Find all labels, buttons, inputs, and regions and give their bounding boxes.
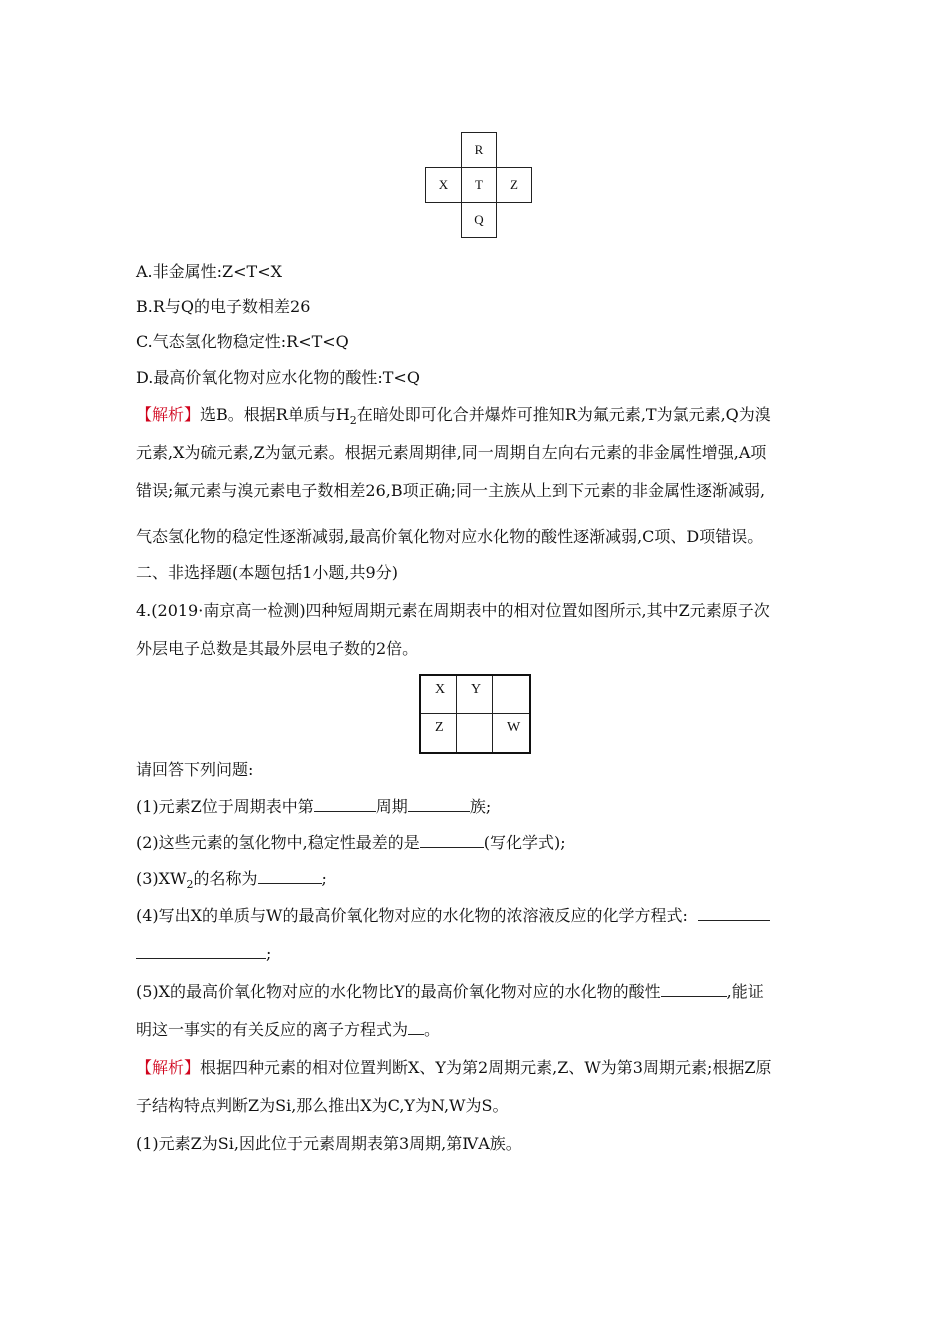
text: (3)XW	[136, 869, 187, 888]
analysis-tag: 【解析】	[136, 405, 201, 424]
option-a: A.非金属性:Z<T<X	[136, 262, 283, 281]
question-4-cont	[136, 944, 271, 964]
analysis-tag: 【解析】	[136, 1058, 201, 1077]
grid-cell: Z	[421, 714, 457, 752]
cell-center: T	[461, 167, 497, 203]
question4-line2: 外层电子总数是其最外层电子数的2倍。	[136, 639, 419, 658]
element-grid	[419, 674, 531, 754]
answer-blank	[136, 944, 266, 959]
analysis1-line2: 元素,X为硫元素,Z为氩元素。根据元素周期律,同一周期自左向右元素的非金属性增强,A项	[136, 443, 767, 462]
text: ;	[266, 944, 272, 963]
grid-cell: Y	[457, 676, 493, 714]
subscript: 2	[186, 878, 194, 892]
question4-line1: 4.(2019·南京高一检测)四种短周期元素在周期表中的相对位置如图所示,其中Z元素原子次	[136, 601, 770, 620]
grid-cell: X	[421, 676, 457, 714]
text: ,能证	[726, 982, 764, 1001]
question-1	[136, 797, 491, 817]
answer-blank	[420, 833, 484, 848]
grid-cell: W	[507, 720, 521, 735]
text: (5)X的最高价氧化物对应的水化物比Y的最高价氧化物对应的水化物的酸性	[136, 982, 661, 1001]
analysis1-line3: 错误;氟元素与溴元素电子数相差26,B项正确;同一主族从上到下元素的非金属性逐渐减弱,	[136, 481, 766, 500]
analysis2-line3: (1)元素Z为Si,因此位于元素周期表第3周期,第ⅣA族。	[136, 1134, 522, 1153]
question-2	[136, 833, 566, 853]
text: 在暗处即可化合并爆炸可推知R为氟元素,T为氯元素,Q为溴	[356, 405, 771, 424]
answer-blank	[408, 797, 470, 812]
answer-blank	[408, 1020, 424, 1035]
answer-blank	[258, 869, 322, 884]
cell-bottom: Q	[461, 202, 497, 238]
cell-right: Z	[496, 167, 532, 203]
grid-cell	[493, 676, 529, 714]
cell-top: R	[461, 132, 497, 168]
text: 根据四种元素的相对位置判断X、Y为第2周期元素,Z、W为第3周期元素;根据Z原	[200, 1058, 772, 1077]
option-d: D.最高价氧化物对应水化物的酸性:T<Q	[136, 368, 420, 387]
analysis1-line1	[136, 405, 771, 431]
text: (2)这些元素的氢化物中,稳定性最差的是	[136, 833, 420, 852]
text: 选B。根据R单质与H	[200, 405, 350, 424]
text: (4)写出X的单质与W的最高价氧化物对应的水化物的浓溶液反应的化学方程式:	[136, 906, 688, 925]
question-5	[136, 982, 764, 1002]
cell-left: X	[425, 167, 462, 203]
text: 明这一事实的有关反应的离子方程式为	[136, 1020, 409, 1039]
question-5-cont	[136, 1020, 440, 1040]
text: (1)元素Z位于周期表中第	[136, 797, 314, 816]
answer-blank	[698, 906, 770, 921]
subscript: 2	[349, 414, 357, 428]
ask-line: 请回答下列问题:	[136, 760, 254, 779]
analysis1-line4: 气态氢化物的稳定性逐渐减弱,最高价氧化物对应水化物的酸性逐渐减弱,C项、D项错误。	[136, 527, 764, 546]
text: 周期	[375, 797, 408, 816]
option-b: B.R与Q的电子数相差26	[136, 297, 311, 316]
analysis2-line2: 子结构特点判断Z为Si,那么推出X为C,Y为N,W为S。	[136, 1096, 509, 1115]
text: (写化学式);	[483, 833, 566, 852]
question-3	[136, 869, 327, 895]
answer-blank	[661, 982, 727, 997]
answer-blank	[314, 797, 376, 812]
text: ;	[321, 869, 327, 888]
option-c: C.气态氢化物稳定性:R<T<Q	[136, 332, 349, 351]
question-4	[136, 906, 770, 926]
text: 的名称为	[193, 869, 258, 888]
section-heading: 二、非选择题(本题包括1小题,共9分)	[136, 563, 398, 582]
text: 。	[424, 1020, 441, 1039]
analysis2-line1	[136, 1058, 772, 1078]
text: 族;	[469, 797, 492, 816]
grid-cell	[457, 714, 493, 752]
